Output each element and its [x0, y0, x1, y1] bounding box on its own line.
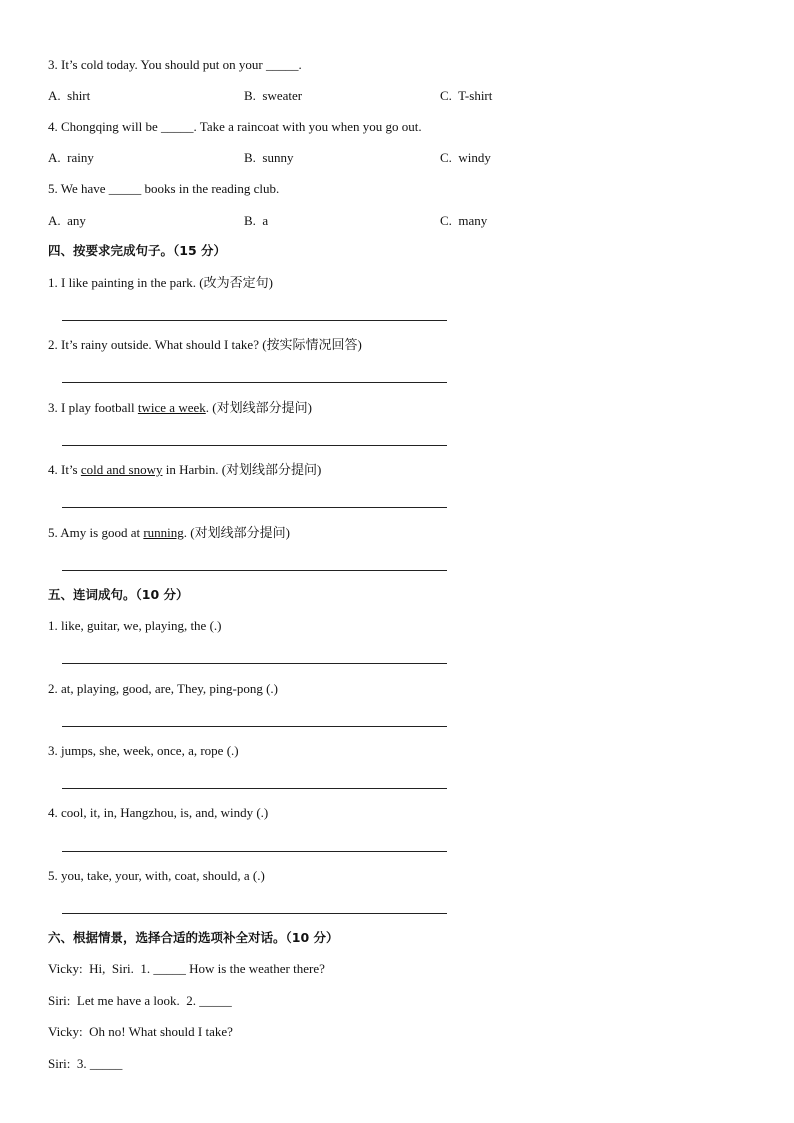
- answer-line-4-4[interactable]: [62, 507, 447, 508]
- section-6-heading: 六、根据情景，选择合适的选项补全对话。（10 分）: [48, 930, 339, 945]
- answer-line-4-3[interactable]: [62, 445, 447, 446]
- option-3-4-c: C. windy: [440, 150, 491, 165]
- option-3-4-a: A. rainy: [48, 150, 94, 165]
- task-4-3: 3. I play football twice a week. (对划线部分提问): [48, 400, 312, 415]
- answer-line-5-1[interactable]: [62, 663, 447, 664]
- task-4-1: 1. I like painting in the park. (改为否定句): [48, 275, 273, 290]
- task-5-5: 5. you, take, your, with, coat, should, a (.): [48, 868, 265, 883]
- option-3-5-c: C. many: [440, 213, 488, 228]
- dialogue-line-1: Vicky: Hi, Siri. 1. _____ How is the weather there?: [48, 961, 325, 976]
- option-3-3-a: A. shirt: [48, 88, 91, 103]
- task-5-1: 1. like, guitar, we, playing, the (.): [48, 618, 222, 633]
- question-3-5: 5. We have _____ books in the reading club.: [48, 181, 280, 196]
- question-3-4: 4. Chongqing will be _____. Take a raincoat with you when you go out.: [48, 119, 422, 134]
- option-3-3-c: C. T-shirt: [440, 88, 493, 103]
- task-4-4: 4. It’s cold and snowy in Harbin. (对划线部分提问): [48, 462, 322, 477]
- dialogue-line-2: Siri: Let me have a look. 2. _____: [48, 993, 232, 1008]
- dialogue-line-3: Vicky: Oh no! What should I take?: [48, 1024, 233, 1039]
- section-5-heading: 五、连词成句。（10 分）: [48, 587, 189, 602]
- option-3-4-b: B. sunny: [244, 150, 294, 165]
- section-4-heading: 四、按要求完成句子。（15 分）: [48, 243, 226, 258]
- answer-line-4-1[interactable]: [62, 320, 447, 321]
- task-5-4: 4. cool, it, in, Hangzhou, is, and, windy (.): [48, 805, 269, 820]
- task-4-5: 5. Amy is good at running. (对划线部分提问): [48, 525, 290, 540]
- option-3-5-a: A. any: [48, 213, 86, 228]
- task-5-2: 2. at, playing, good, are, They, ping-pong (.): [48, 681, 278, 696]
- option-3-3-b: B. sweater: [244, 88, 303, 103]
- answer-line-5-3[interactable]: [62, 788, 447, 789]
- question-3-3: 3. It’s cold today. You should put on your _____.: [48, 57, 302, 72]
- task-5-3: 3. jumps, she, week, once, a, rope (.): [48, 743, 239, 758]
- answer-line-4-5[interactable]: [62, 570, 447, 571]
- dialogue-line-4: Siri: 3. _____: [48, 1056, 123, 1071]
- answer-line-5-2[interactable]: [62, 726, 447, 727]
- answer-line-5-5[interactable]: [62, 913, 447, 914]
- option-3-5-b: B. a: [244, 213, 269, 228]
- answer-line-4-2[interactable]: [62, 382, 447, 383]
- task-4-2: 2. It’s rainy outside. What should I take? (按实际情况回答): [48, 337, 362, 352]
- answer-line-5-4[interactable]: [62, 851, 447, 852]
